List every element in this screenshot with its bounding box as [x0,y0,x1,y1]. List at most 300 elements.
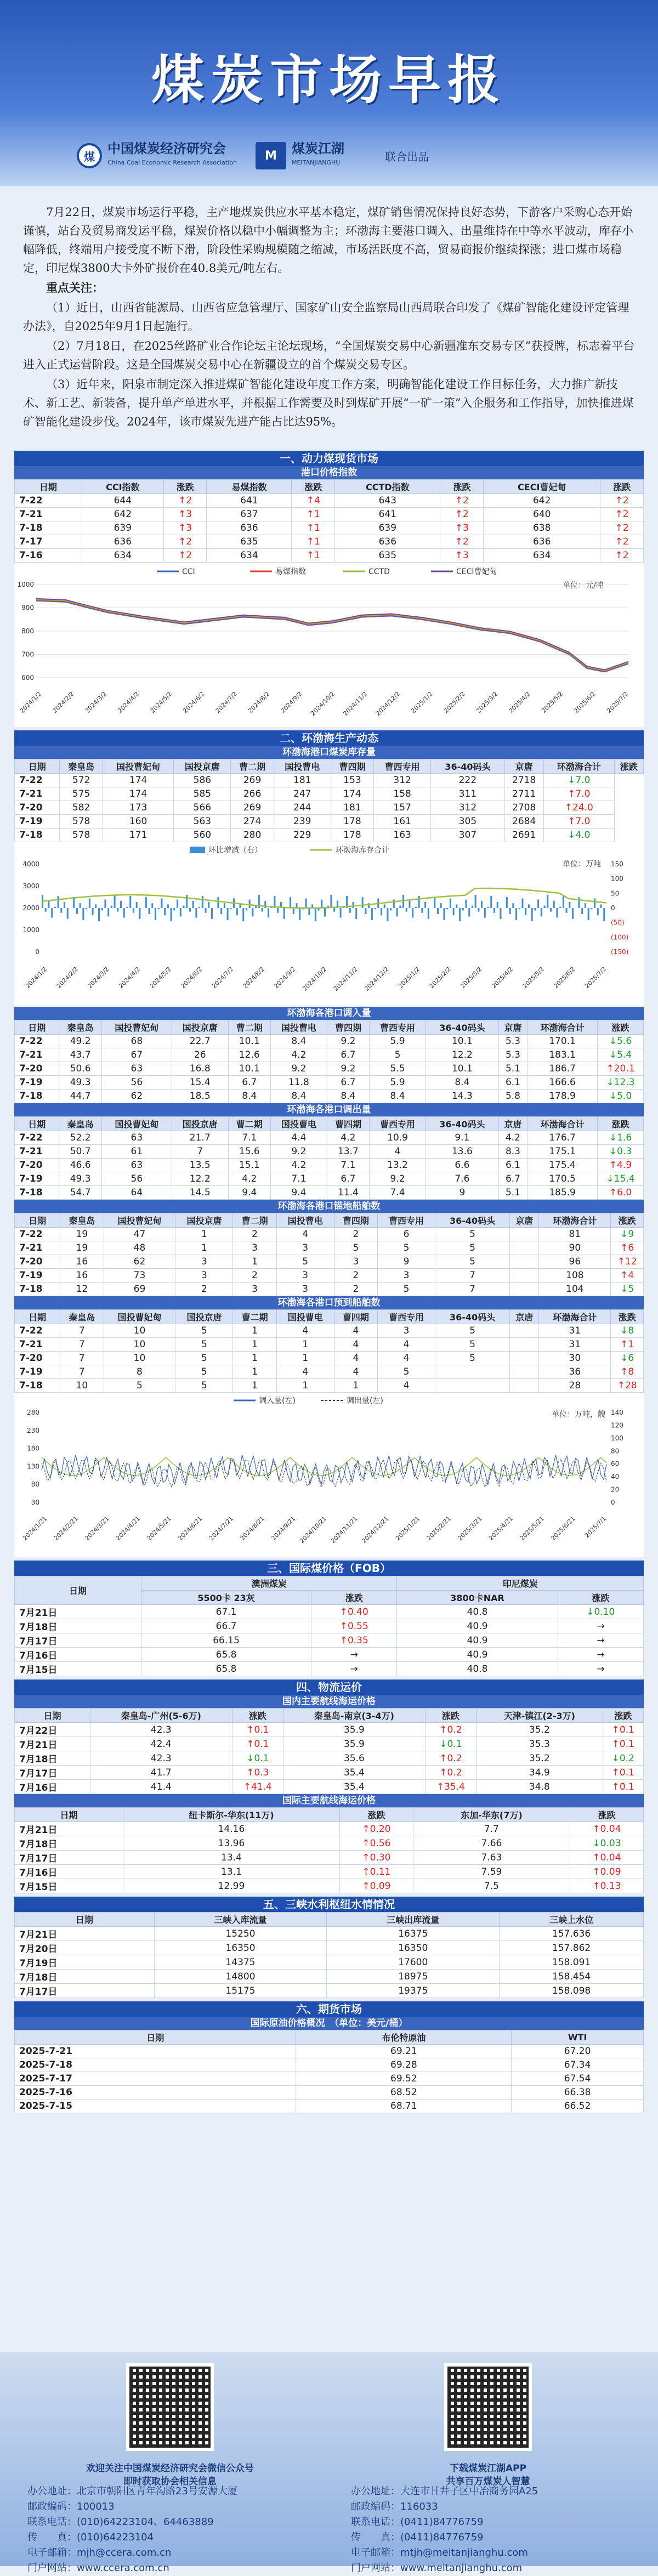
intro-para-1: 7月22日，煤炭市场运行平稳，主产地煤炭供应水平基本稳定，煤矿销售情况保持良好态势，下游客户采购心态开始谨慎，站台及贸易商发运平稳，煤炭价格以稳中小幅调整为主；环渤海主要港口调入、出量维持在中等水平波动，库存小幅降低，终端用户接受度不断下滑，阶段性采购规模随之缩减，市场活跃度不高，贸易商报价继续探涨；进口煤市场稳定，印尼煤3800大卡外矿报价在40.8美元/吨左右。 [23,206,633,275]
bar [192,901,194,908]
bar [227,908,229,920]
table-cell: 13.6 [426,1145,498,1159]
table-cell: 14800 [154,1970,327,1984]
bar [164,908,166,915]
bar [167,904,169,908]
bar [80,903,81,908]
table-cell: 640 [484,508,600,521]
table-cell: 312 [431,801,505,815]
table-cell: 8.4 [370,1090,426,1103]
col-header: 曹二期 [233,1310,276,1324]
bar [544,906,546,908]
bar [145,897,147,908]
col-header: 36-40码头 [426,1020,498,1035]
table-cell: 563 [174,815,231,829]
table-cell: 560 [174,829,231,842]
col-header: 国投京唐 [174,759,231,774]
table-row [15,1338,644,1352]
table-cell: 642 [484,494,600,508]
table-cell: 2684 [504,815,543,829]
col-header: 国投京唐 [172,1020,228,1035]
table-cell: 13.7 [327,1145,369,1159]
table-cell: 7-19 [15,1365,60,1379]
table-cell: 63 [101,1062,172,1076]
section-freight [14,1679,644,1893]
bar [139,908,140,919]
col-header: 纽卡斯尔-华东(11万) [123,1808,340,1822]
y-tick-label: 800 [21,627,34,635]
table-cell: ↑0.3 [232,1766,283,1780]
table-cell: 14375 [154,1955,327,1970]
qr-code-icon[interactable] [444,2363,532,2451]
col-header: CCI指数 [82,480,163,494]
bar [60,908,62,913]
table-cell: ↓0.10 [558,1605,643,1619]
table-cell: 9 [426,1186,498,1200]
table-cell: 66.15 [141,1633,311,1648]
table-cell: 11.8 [271,1076,327,1090]
bar [76,908,78,914]
table-cell: ↑41.4 [232,1780,283,1794]
table-cell: 4.2 [327,1131,369,1145]
bar [437,908,439,914]
table-cell: 40.9 [397,1648,558,1662]
bar [585,903,586,908]
bar [217,897,219,908]
legend-swatch [190,847,205,853]
bar [541,908,542,916]
bar [443,908,445,920]
y-tick-label: 280 [27,1409,39,1416]
bar [362,897,364,908]
table-cell: ↑3 [440,521,484,535]
qr-code-icon[interactable] [126,2363,214,2451]
bar [89,898,90,908]
x-tick-label: 2024/5/2 [148,965,173,990]
bar [512,903,514,908]
col-header: 36-40码头 [435,1310,510,1324]
table-cell: 5 [276,1255,334,1269]
bar [321,900,322,908]
bar [578,897,580,908]
bar [173,908,175,910]
series-line [36,599,628,670]
col-header: 涨跌 [611,1213,644,1228]
table-cell: 69.28 [296,2058,512,2072]
x-tick-label: 2025/2/21 [425,1514,452,1542]
table-cell: 3 [377,1324,435,1338]
bar [375,908,376,909]
table-cell: 41.7 [90,1766,232,1780]
table-cell: ↑3 [440,549,484,563]
bar [409,901,411,908]
table-cell: 10.1 [228,1035,270,1048]
bar [58,896,59,908]
bar [205,908,207,913]
x-tick-label: 2024/7/2 [214,690,239,715]
table-cell: 578 [60,829,103,842]
table-row [15,1159,644,1172]
bar [224,903,225,908]
table-cell: 229 [274,829,331,842]
y-tick-label: 100 [611,1434,623,1442]
col-header: 涨跌 [603,1709,643,1723]
bar [559,907,561,908]
table-cell: 10 [60,1379,104,1393]
table-cell: 49.2 [59,1035,101,1048]
table-cell: 68.71 [296,2100,512,2113]
x-tick-label: 2025/7/2 [605,690,630,715]
x-tick-label: 2025/7/2 [583,965,608,990]
section-three-gorges [14,1897,644,1998]
bar [211,908,213,919]
table-cell: 638 [484,521,600,535]
bar [129,896,131,908]
table-cell: 16 [60,1255,104,1269]
x-tick-label: 2025/6/2 [552,965,577,990]
table-cell: 40.8 [397,1605,558,1619]
table-cell: 7-21 [15,508,82,521]
table-cell: 12.6 [228,1048,270,1062]
table-cell [510,1255,539,1269]
legend-label: 环渤海库存合计 [336,846,389,855]
table-cell: 26 [172,1048,228,1062]
table-cell: 4 [334,1338,377,1352]
table-cell: 636 [82,535,163,549]
section-title: 一、动力煤现货市场 [14,451,644,466]
x-tick-label: 2024/4/2 [117,965,142,990]
table-row [15,774,644,787]
group-aus: 澳洲煤炭 [141,1576,397,1591]
table-cell: 585 [174,787,231,801]
table-cell: 160 [103,815,174,829]
table-cell: 312 [374,774,431,787]
bar [453,908,455,915]
col-header: 三峡入库流量 [154,1913,327,1927]
table-row [15,1365,644,1379]
table-row [15,1131,644,1145]
table-cell: 7 [60,1338,104,1352]
org2-english: MEITANJIANGHU [291,159,341,166]
bar [73,897,75,908]
col-header: 涨跌 [611,1310,644,1324]
table-cell: ↑2 [600,535,644,549]
y-tick-label: (150) [611,948,629,956]
table-cell: 5.8 [498,1090,527,1103]
footer-contact-right: 办公地址：大连市甘井子区中冶商务园A25 邮政编码：116033 联系电话：(0411)84776759 传 真：(0411)84776759 电子邮箱：mtjh@meitanjianghu.com 门户网站：www.meitanjianghu.com [351,2486,538,2574]
bar [353,902,354,908]
x-tick-label: 2024/7/21 [208,1514,235,1542]
table-cell: ↑1 [292,535,335,549]
col-header: 曹西专用 [377,1310,435,1324]
table-cell: ↑0.1 [603,1780,643,1794]
bar [230,908,231,909]
table-row [15,1851,644,1865]
intro-focus-label: 重点关注： [46,281,104,294]
table-cell: 40.8 [397,1662,558,1676]
table-cell: 153 [331,774,373,787]
y-tick-label: 120 [611,1421,623,1429]
table-cell: 41.4 [90,1780,232,1794]
col-header: 日期 [15,480,82,494]
col-header: 涨跌 [232,1709,283,1723]
col-header: 京唐 [510,1310,539,1324]
table-cell: 6.7 [327,1048,369,1062]
col-header: 京唐 [504,759,543,774]
bar [399,906,401,908]
bar [133,908,134,913]
y-tick-label: 130 [27,1462,39,1471]
table-cell: 14.5 [172,1186,228,1200]
bar [490,896,492,908]
col-header: 秦皇岛-广州(5-6万) [90,1709,232,1723]
table-cell: 43.7 [59,1048,101,1062]
table-cell: 1 [233,1324,276,1338]
section-thermal-coal [14,451,644,727]
table-cell: 5.1 [498,1062,527,1076]
section-title: 二、环渤海生产动态 [14,730,644,746]
x-tick-label: 2024/3/21 [83,1514,111,1542]
table-cell: 104 [539,1283,611,1296]
bar [54,907,56,908]
table-row [15,1836,644,1851]
table-cell: 157 [374,801,431,815]
col-header: 涨跌 [598,1117,644,1131]
bar [478,908,479,912]
table-cell: 173 [103,801,174,815]
meitanjianghu-logo-icon: M [256,142,286,169]
col-header: 曹四期 [334,1213,377,1228]
table-cell: ↑0.1 [603,1766,643,1780]
col-header: WTI [512,2030,644,2045]
table-cell: 5 [435,1324,510,1338]
table-cell: ↓5 [611,1283,644,1296]
table-cell: 2025-7-17 [15,2072,296,2086]
outflow-table [14,1116,644,1200]
bar [390,908,392,910]
table-cell: 4 [334,1352,377,1365]
table-cell: 634 [207,549,292,563]
col-header: 涨跌 [339,1808,413,1822]
table-row [15,1648,644,1662]
bar [371,908,373,920]
table-row [15,549,644,563]
col-header: 秦皇岛-南京(3-4万) [283,1709,426,1723]
table-cell: 1 [233,1255,276,1269]
table-cell: 10 [104,1324,175,1338]
table-cell: 634 [82,549,163,563]
table-cell: 67 [101,1048,172,1062]
table-cell: 3 [276,1241,334,1255]
table-cell: 7月16日 [15,1865,123,1879]
table-cell: 157.862 [500,1941,644,1955]
table-cell: ↓0.1 [232,1751,283,1766]
table-cell: 5.9 [370,1035,426,1048]
x-tick-label: 2024/12/2 [363,965,390,993]
y-tick-label: 2000 [22,904,39,912]
table-cell: ↑28 [611,1379,644,1393]
bar [534,908,536,910]
table-cell: 4.4 [271,1131,327,1145]
bar [396,908,398,916]
table-cell: 7月18日 [15,1836,123,1851]
bar [95,904,97,908]
footer-caption: 下载煤炭江湖APP [449,2463,527,2474]
table-cell: 4 [370,1145,426,1159]
unit-label: 单位：万吨 [563,860,601,869]
table-cell: 181 [274,774,331,787]
table-cell: 4.2 [271,1159,327,1172]
bar [581,908,583,914]
bar [51,908,53,918]
table-row [15,1283,644,1296]
table-cell: 639 [82,521,163,535]
x-tick-label: 2024/2/2 [55,965,80,990]
table-cell: 641 [335,508,440,521]
legend-label: CECI曹妃甸 [456,568,497,576]
table-cell: 44.7 [59,1090,101,1103]
table-cell: 10.9 [370,1131,426,1145]
footer-caption: 共享百万煤炭人智慧 [446,2476,530,2487]
table-cell: 5.9 [370,1076,426,1090]
table-cell: 644 [82,494,163,508]
table-cell: ↑1 [292,508,335,521]
x-tick-label: 2025/3/2 [459,965,484,990]
bar [340,908,342,918]
bar [446,908,448,909]
table-cell: 13.4 [123,1851,340,1865]
table-cell: 307 [431,829,505,842]
table-cell [510,1379,539,1393]
col-header: 曹四期 [327,1020,369,1035]
table-cell: ↑2 [163,549,207,563]
table-cell: 7月21日 [15,1737,90,1751]
table-cell: 2718 [504,774,543,787]
table-cell: 16.8 [172,1062,228,1076]
table-cell: ↓5.6 [598,1035,644,1048]
table-cell: 15.4 [172,1076,228,1090]
col-header: 国投曹妃甸 [101,1020,172,1035]
bar [566,908,568,913]
table-cell: 2 [334,1228,377,1241]
table-cell: 63 [101,1131,172,1145]
bar [208,902,209,908]
table-cell: 2 [233,1228,276,1241]
table-cell: 12.99 [123,1879,340,1893]
x-tick-label: 2025/1/21 [394,1514,422,1542]
table-cell [510,1228,539,1241]
table-cell: 18.5 [172,1090,228,1103]
col-header: 36-40码头 [435,1213,510,1228]
table-cell: 16375 [327,1927,500,1941]
unit-label: 单位：万吨，艘 [552,1410,605,1419]
table-cell: → [558,1648,643,1662]
table-cell: 8.4 [228,1090,270,1103]
table-cell: ↑2 [600,508,644,521]
section-bohai [14,730,644,1557]
y-tick-label: 140 [611,1409,623,1416]
table-cell: 4 [334,1365,377,1379]
table-cell: 239 [274,815,331,829]
col-header: 涨跌 [425,1709,476,1723]
table-cell: ↑0.1 [603,1723,643,1737]
bar [550,908,552,912]
x-tick-label: 2024/9/2 [279,690,304,715]
table-cell: 166.6 [527,1076,598,1090]
table-cell: 81 [539,1228,611,1241]
table-cell: ↓8 [611,1324,644,1338]
bar [101,908,103,910]
table-cell: 49.3 [59,1172,101,1186]
table-cell: 269 [231,774,274,787]
table-cell: 635 [207,535,292,549]
table-cell: 19375 [327,1984,500,1998]
table-cell: 4.2 [228,1172,270,1186]
bar [104,900,106,908]
table-cell: 5 [175,1324,233,1338]
table-row [15,2058,644,2072]
y-tick-label: 80 [611,1447,620,1455]
col-header: 三峡上水位 [500,1913,644,1927]
table-cell: 178.9 [527,1090,598,1103]
table-cell: ↓5.4 [598,1048,644,1062]
table-cell: 2025-7-15 [15,2100,296,2113]
table-cell: ↑0.11 [339,1865,413,1879]
table-cell: 5 [175,1365,233,1379]
table-cell: 69.52 [296,2072,512,2086]
bar [195,908,197,918]
table-cell: ↓0.03 [570,1836,643,1851]
table-cell: 1 [276,1379,334,1393]
table-cell: 8.4 [271,1090,327,1103]
table-cell: ↑2 [163,494,207,508]
table-row [15,1723,644,1737]
table-cell: 3 [233,1241,276,1255]
x-tick-label: 2024/10/2 [301,965,328,993]
table-row [15,1737,644,1751]
series-line [36,599,628,671]
table-cell: 4 [276,1228,334,1241]
col-header: 国投京唐 [175,1213,233,1228]
table-cell: 3 [377,1269,435,1283]
table-cell: 7.66 [413,1836,570,1851]
table-row [15,1970,644,1984]
bar [136,902,138,908]
table-cell [510,1269,539,1283]
footer-caption: 即时获取协会相关信息 [123,2476,217,2487]
table-cell: 16350 [154,1941,327,1955]
table-cell: 7 [172,1145,228,1159]
table-cell: 7月15日 [15,1879,123,1893]
table-row [15,521,644,535]
table-row [15,1076,644,1090]
table-cell: ↑0.56 [339,1836,413,1851]
table-cell: 3 [175,1255,233,1269]
x-tick-label: 2024/5/2 [149,690,173,715]
col-header: 曹四期 [331,759,373,774]
table-cell: 3 [276,1283,334,1296]
x-tick-label: 2025/7/1 [583,1514,608,1540]
table-cell: 7-21 [15,1338,60,1352]
table-cell: 5 [370,1048,426,1062]
bar [151,903,153,908]
y-tick-label: 230 [27,1426,39,1434]
table-cell: 12.2 [172,1172,228,1186]
table-cell: 56 [101,1076,172,1090]
section-title: 三、国际煤价格（FOB） [14,1561,644,1576]
bar [500,908,501,919]
table-cell: 35.3 [477,1737,603,1751]
